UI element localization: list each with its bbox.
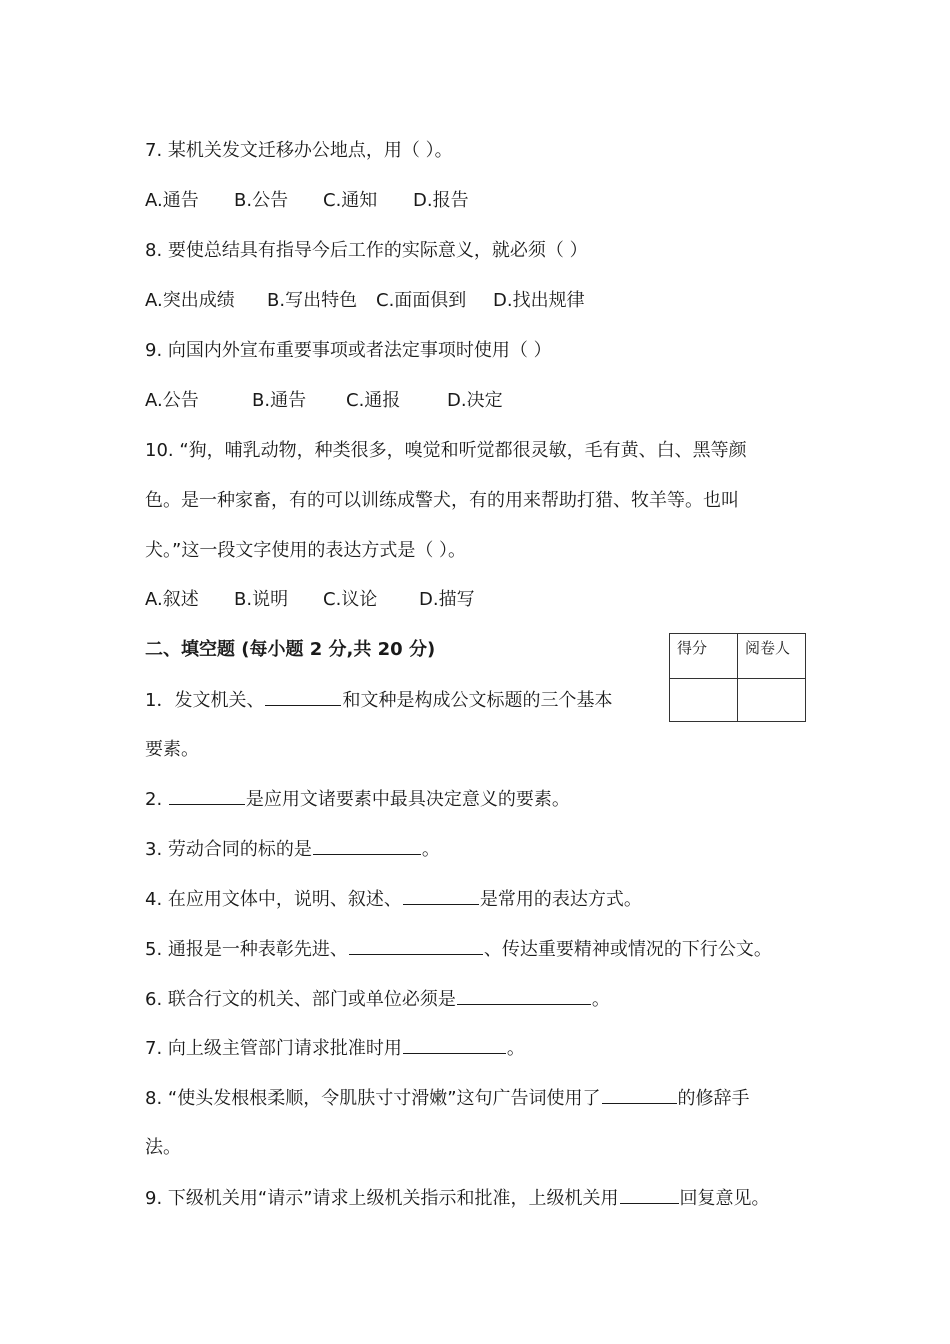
question-8-options (145, 288, 585, 314)
question-text: 5. 通报是一种表彰先进、 (145, 939, 348, 960)
option-d: D.报告 (413, 190, 469, 211)
answer-blank (349, 936, 483, 955)
question-text: 的修辞手 (677, 1088, 750, 1109)
option-c: C.议论 (323, 589, 378, 610)
fill-question-8 (145, 1085, 750, 1112)
fill-question-6 (145, 986, 610, 1013)
option-d: D.描写 (419, 589, 475, 610)
fill-question-8-continued: 法。 (145, 1137, 181, 1158)
question-8-stem: 8. 要使总结具有指导今后工作的实际意义，就必须（ ） (145, 240, 588, 261)
grader-cell (738, 678, 806, 722)
score-cell (670, 678, 738, 722)
question-7-stem: 7. 某机关发文迁移办公地点，用（ ）。 (145, 140, 453, 161)
option-a: A.公告 (145, 390, 199, 411)
fill-question-7 (145, 1035, 525, 1062)
option-c: C.通知 (323, 190, 378, 211)
fill-question-2 (145, 786, 570, 813)
question-text: 8. “使头发根根柔顺，令肌肤寸寸滑嫩”这句广告词使用了 (145, 1088, 601, 1109)
question-text: 。 (421, 839, 440, 860)
question-9-stem: 9. 向国内外宣布重要事项或者法定事项时使用（ ） (145, 340, 552, 361)
question-text: 、传达重要精神或情况的下行公文。 (483, 939, 772, 960)
fill-question-9 (145, 1185, 770, 1212)
answer-blank (403, 1035, 506, 1054)
question-text: 是应用文诸要素中最具决定意义的要素。 (245, 789, 570, 810)
answer-blank (602, 1085, 677, 1104)
question-text: 9. 下级机关用“请示”请求上级机关指示和批准，上级机关用 (145, 1188, 619, 1209)
option-d: D.找出规律 (493, 290, 585, 311)
question-text: 。 (591, 989, 610, 1010)
question-text: 。 (506, 1038, 525, 1059)
question-10-line-3: 犬。”这一段文字使用的表达方式是（ ）。 (145, 540, 467, 561)
option-a: A.通告 (145, 190, 199, 211)
answer-blank (169, 786, 245, 805)
score-table (669, 633, 806, 722)
answer-blank (620, 1185, 679, 1204)
grader-header: 阅卷人 (738, 634, 806, 679)
question-10-line-2: 色。是一种家畜，有的可以训练成警犬，有的用来帮助打猎、牧羊等。也叫 (145, 490, 739, 511)
score-header: 得分 (670, 634, 738, 679)
fill-question-3 (145, 836, 440, 863)
option-b: B.公告 (234, 190, 289, 211)
question-text: 是常用的表达方式。 (479, 889, 642, 910)
question-text: 2. (145, 789, 168, 810)
question-text: 4. 在应用文体中，说明、叙述、 (145, 889, 402, 910)
option-d: D.决定 (447, 390, 503, 411)
fill-question-1-continued: 要素。 (145, 739, 199, 760)
option-c: C.面面俱到 (376, 290, 467, 311)
question-text: 和文种是构成公文标题的三个基本 (342, 690, 613, 711)
question-10-line-1: 10. “狗，哺乳动物，种类很多，嗅觉和听觉都很灵敏，毛有黄、白、黑等颜 (145, 440, 747, 461)
question-9-options (145, 388, 503, 414)
question-text: 7. 向上级主管部门请求批准时用 (145, 1038, 402, 1059)
question-text: 1．发文机关、 (145, 690, 265, 711)
fill-question-4 (145, 886, 642, 913)
question-7-options (145, 188, 469, 214)
answer-blank (457, 986, 591, 1005)
question-text: 6. 联合行文的机关、部门或单位必须是 (145, 989, 456, 1010)
question-10-options (145, 587, 475, 613)
section-2-heading: 二、填空题 (每小题 2 分,共 20 分) (145, 639, 436, 660)
answer-blank (403, 886, 479, 905)
option-a: A.突出成绩 (145, 290, 235, 311)
answer-blank (313, 836, 421, 855)
fill-question-1 (145, 687, 612, 714)
question-text: 回复意见。 (679, 1188, 770, 1209)
option-b: B.通告 (252, 390, 307, 411)
option-b: B.说明 (234, 589, 289, 610)
option-c: C.通报 (346, 390, 401, 411)
answer-blank (265, 687, 341, 706)
option-b: B.写出特色 (267, 290, 358, 311)
fill-question-5 (145, 936, 772, 963)
option-a: A.叙述 (145, 589, 199, 610)
question-text: 3. 劳动合同的标的是 (145, 839, 312, 860)
